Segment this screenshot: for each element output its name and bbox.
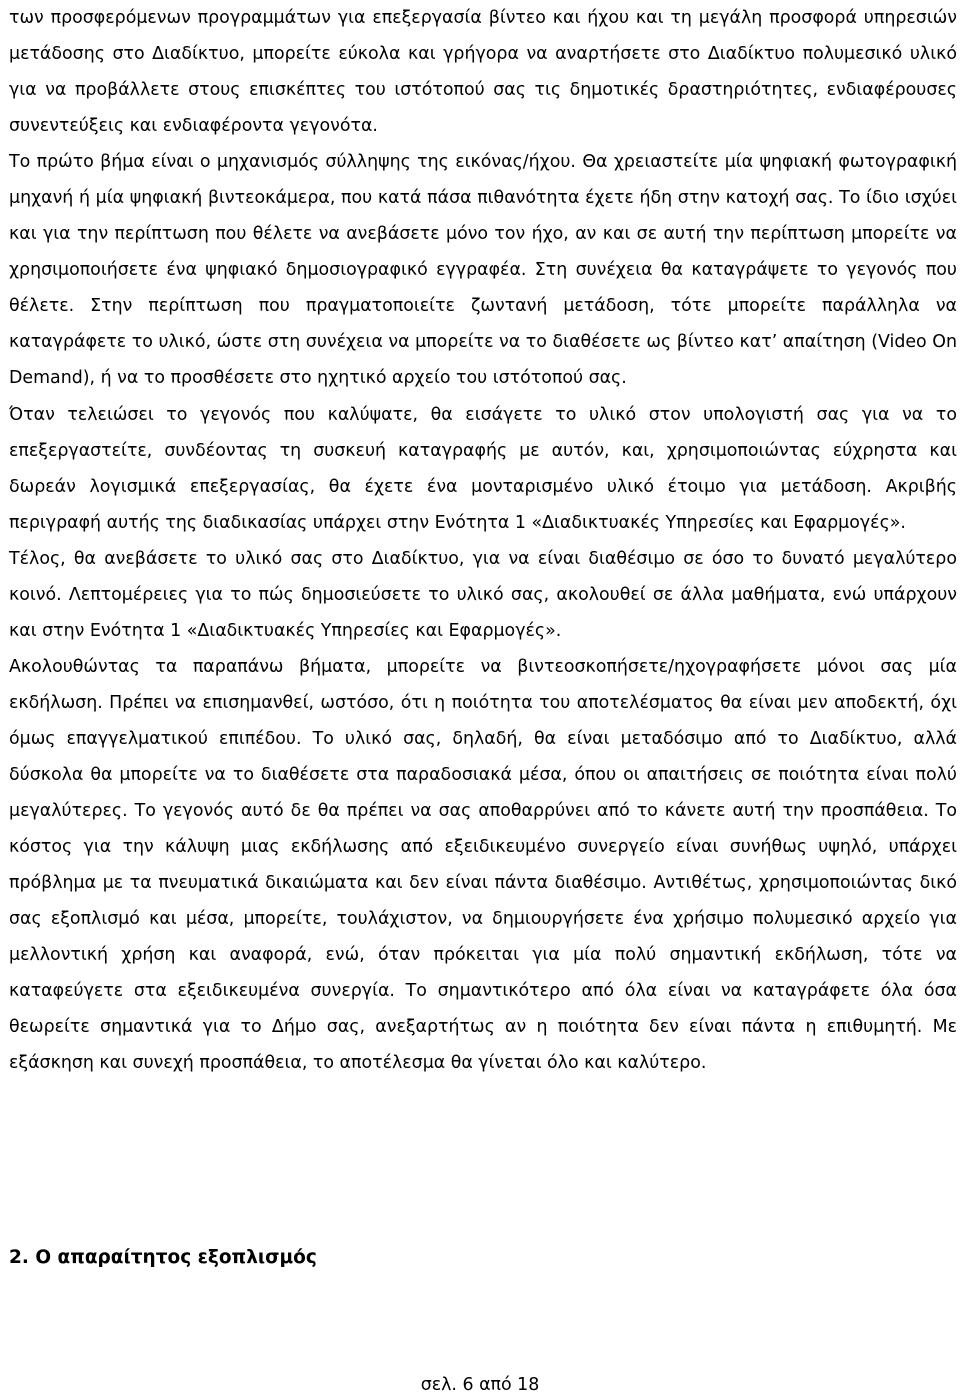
paragraph-editing: Όταν τελειώσει το γεγονός που καλύψατε, θα εισάγετε το υλικό στον υπολογιστή σας για να το επεξεργαστείτε, συνδέοντας τη συσκευή καταγραφής με αυτόν, και, χρησιμοποιώντας εύχρηστα και δωρεάν λογισμικά επεξεργασίας, θα έχετε ένα μονταρισμένο υλικό έτοιμο για μετάδοση. Ακριβής περιγραφή αυτής της διαδικασίας υπάρχει στην Ενότητα 1 «Διαδικτυακές Υπηρεσίες και Εφαρμογές».	[9, 404, 957, 533]
body-text	[9, 0, 957, 1081]
paragraph-first-step: Το πρώτο βήμα είναι ο μηχανισμός σύλληψης της εικόνας/ήχου. Θα χρειαστείτε μία ψηφιακή φωτογραφική μηχανή ή μία ψηφιακή βιντεοκάμερα, που κατά πάσα πιθανότητα έχετε ήδη στην κατοχή σας. Το ίδιο ισχύει και για την περίπτωση που θέλετε να ανεβάσετε μόνο τον ήχο, αν και σε αυτή την περίπτωση μπορείτε να χρησιμοποιήσετε ένα ψηφιακό δημοσιογραφικό εγγραφέα. Στη συνέχεια θα καταγράψετε το γεγονός που θέλετε. Στην περίπτωση που πραγματοποιείτε ζωντανή μετάδοση, τότε μπορείτε παράλληλα να καταγράφετε το υλικό, ώστε στη συνέχεια να μπορείτε να το διαθέσετε ως βίντεο κατ’ απαίτηση (Video On Demand), ή να το προσθέσετε στο ηχητικό αρχείο του ιστότοπού σας.	[9, 152, 957, 389]
page-number: σελ. 6 από 18	[420, 1375, 540, 1395]
paragraph-intro: των προσφερόμενων προγραμμάτων για επεξεργασία βίντεο και ήχου και τη μεγάλη προσφορά υπηρεσιών μετάδοσης στο Διαδίκτυο, μπορείτε εύκολα και γρήγορα να αναρτήσετε στο Διαδίκτυο πολυμεσικό υλικό για να προβάλλετε στους επισκέπτες του ιστότοπού σας τις δημοτικές δραστηριότητες, ενδιαφέρουσες συνεντεύξεις και ενδιαφέροντα γεγονότα.	[9, 8, 957, 137]
paragraph-publishing: Τέλος, θα ανεβάσετε το υλικό σας στο Διαδίκτυο, για να είναι διαθέσιμο σε όσο το δυνατό μεγαλύτερο κοινό. Λεπτομέρειες για το πώς δημοσιεύσετε το υλικό σας, ακολουθεί σε άλλα μαθήματα, ενώ υπάρχουν και στην Ενότητα 1 «Διαδικτυακές Υπηρεσίες και Εφαρμογές».	[9, 548, 957, 641]
section-heading: 2. Ο απαραίτητος εξοπλισμός	[9, 1247, 317, 1268]
paragraph-quality: Ακολουθώντας τα παραπάνω βήματα, μπορείτε να βιντεοσκοπήσετε/ηχογραφήσετε μόνοι σας μία εκδήλωση. Πρέπει να επισημανθεί, ωστόσο, ότι η ποιότητα του αποτελέσματος θα είναι μεν αποδεκτή, όχι όμως επαγγελματικού επιπέδου. Το υλικό σας, δηλαδή, θα είναι μεταδόσιμο από το Διαδίκτυο, αλλά δύσκολα θα μπορείτε να το διαθέσετε στα παραδοσιακά μέσα, όπου οι απαιτήσεις σε ποιότητα είναι πολύ μεγαλύτερες. Το γεγονός αυτό δε θα πρέπει να σας αποθαρρύνει από το κάνετε αυτή την προσπάθεια. Το κόστος για την κάλυψη μιας εκδήλωσης από εξειδικευμένο συνεργείο είναι συνήθως υψηλό, υπάρχει πρόβλημα με τα πνευματικά δικαιώματα και δεν είναι πάντα διαθέσιμο. Αντιθέτως, χρησιμοποιώντας δικό σας εξοπλισμό και μέσα, μπορείτε, τουλάχιστον, να δημιουργήσετε ένα χρήσιμο πολυμεσικό αρχείο για μελλοντική χρήση και αναφορά, ενώ, όταν πρόκειται για μία πολύ σημαντική εκδήλωση, τότε να καταφεύγετε στα εξειδικευμένα συνεργία. Το σημαντικότερο από όλα είναι να καταγράφετε όλα όσα θεωρείτε σημαντικά για το Δήμο σας, ανεξαρτήτως αν η ποιότητα δεν είναι πάντα η επιθυμητή. Με εξάσκηση και συνεχή προσπάθεια, το αποτέλεσμα θα γίνεται όλο και καλύτερο.	[9, 656, 957, 1074]
